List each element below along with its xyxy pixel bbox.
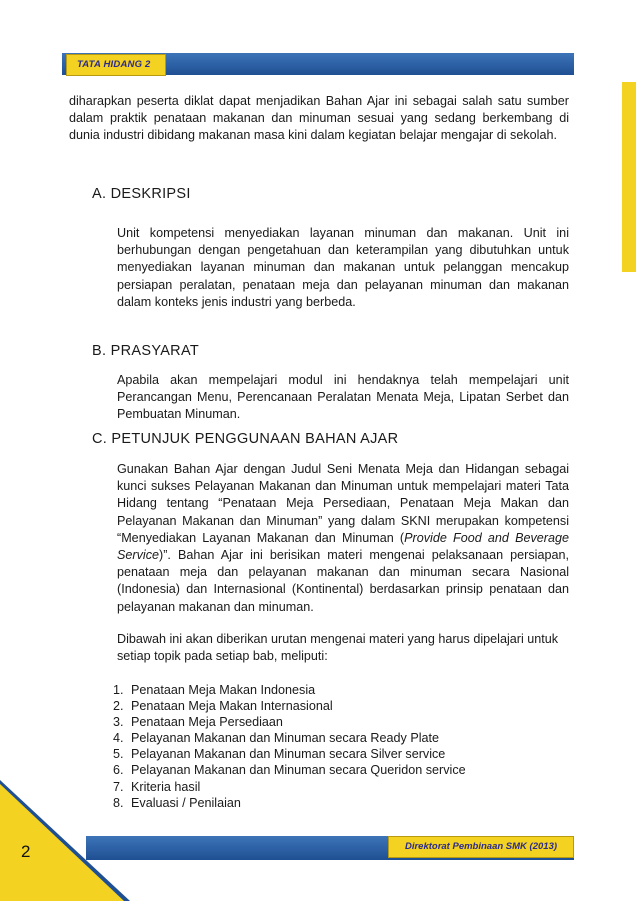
section-b-heading: B. PRASYARAT	[92, 343, 200, 359]
list-item-number: 1.	[113, 683, 124, 697]
list-item-text: Penataan Meja Persediaan	[131, 715, 283, 730]
section-c-body-part2: )”. Bahan Ajar ini berisikan materi mengenai pelaksanaan persiapan, penataan meja dan pelayanan makanan dan minuman secara Nasional (Indonesia) dan Internasional (Kontinental) berdasarkan prinsip penataan dan pelayanan makanan dan minuman.	[117, 548, 569, 614]
header-tab-label: TATA HIDANG 2	[66, 54, 166, 76]
list-item	[113, 714, 466, 730]
list-item	[113, 730, 466, 746]
list-item-number: 3.	[113, 715, 124, 730]
list-item-text: Kriteria hasil	[131, 779, 201, 794]
list-item-text: Penataan Meja Makan Internasional	[131, 699, 333, 714]
list-item	[113, 682, 466, 698]
page-number: 2	[21, 842, 31, 861]
section-a-body: Unit kompetensi menyediakan layanan minuman dan makanan. Unit ini berhubungan dengan pengetahuan dan keterampilan yang dibutuhkan untuk menyediakan layanan minuman dan makanan untuk pelanggan mencakup persiapan peralatan, penataan meja dan pelayanan minuman dan makanan dalam konteks jenis industri yang berbeda.	[117, 226, 569, 309]
list-item-text: Evaluasi / Penilaian	[131, 795, 241, 810]
topic-list	[113, 682, 466, 811]
list-item-number: 7.	[113, 779, 124, 794]
list-item-number: 8.	[113, 795, 124, 810]
list-item	[113, 795, 466, 811]
section-a-heading: A. DESKRIPSI	[92, 186, 191, 202]
list-item-text: Pelayanan Makanan dan Minuman secara Queridon service	[131, 763, 466, 778]
intro-paragraph: diharapkan peserta diklat dapat menjadikan Bahan Ajar ini sebagai salah satu sumber dalam praktik penataan makanan dan minuman sesuai yang sedang berkembang di dunia industri dibidang makanan masa kini dalam kegiatan belajar mengajar di sekolah.	[69, 94, 569, 143]
side-accent-bar	[622, 82, 636, 272]
list-item-number: 5.	[113, 747, 124, 762]
list-item-number: 6.	[113, 763, 124, 778]
section-c-heading: C. PETUNJUK PENGGUNAAN BAHAN AJAR	[92, 431, 399, 447]
corner-triangle-decoration	[0, 780, 130, 901]
list-item	[113, 779, 466, 795]
footer-tab-label: Direktorat Pembinaan SMK (2013)	[388, 836, 574, 858]
section-c-body-part1: Gunakan Bahan Ajar dengan Judul Seni Menata Meja dan Hidangan sebagai kunci sukses Pelayanan Makanan dan Minuman untuk mempelajari materi Tata Hidang tentang “Penataan Meja Persediaan, Penataan Meja Makan dan Pelayanan Makanan dan Minuman” yang dalam SKNI merupakan kompetensi “Menyediakan Layanan Makanan dan Minuman (	[117, 462, 569, 545]
section-c-body-italic: Provide Food and Beverage Service	[117, 530, 570, 563]
list-item-text: Penataan Meja Makan Indonesia	[131, 683, 316, 697]
section-b-body: Apabila akan mempelajari modul ini hendaknya telah mempelajari unit Perancangan Menu, Perencanaan Peralatan Menata Meja, Lipatan Serbet dan Pembuatan Minuman.	[117, 373, 569, 422]
list-item-text: Pelayanan Makanan dan Minuman secara Silver service	[131, 747, 446, 762]
list-item	[113, 698, 466, 714]
list-item-number: 4.	[113, 731, 124, 746]
list-item-number: 2.	[113, 699, 124, 714]
list-item-text: Pelayanan Makanan dan Minuman secara Ready Plate	[131, 731, 440, 746]
list-item	[113, 762, 466, 778]
section-c-body-2: Dibawah ini akan diberikan urutan mengenai materi yang harus dipelajari untuk setiap topik pada setiap bab, meliputi:	[117, 632, 559, 664]
list-item	[113, 746, 466, 762]
section-c-body	[117, 461, 569, 616]
